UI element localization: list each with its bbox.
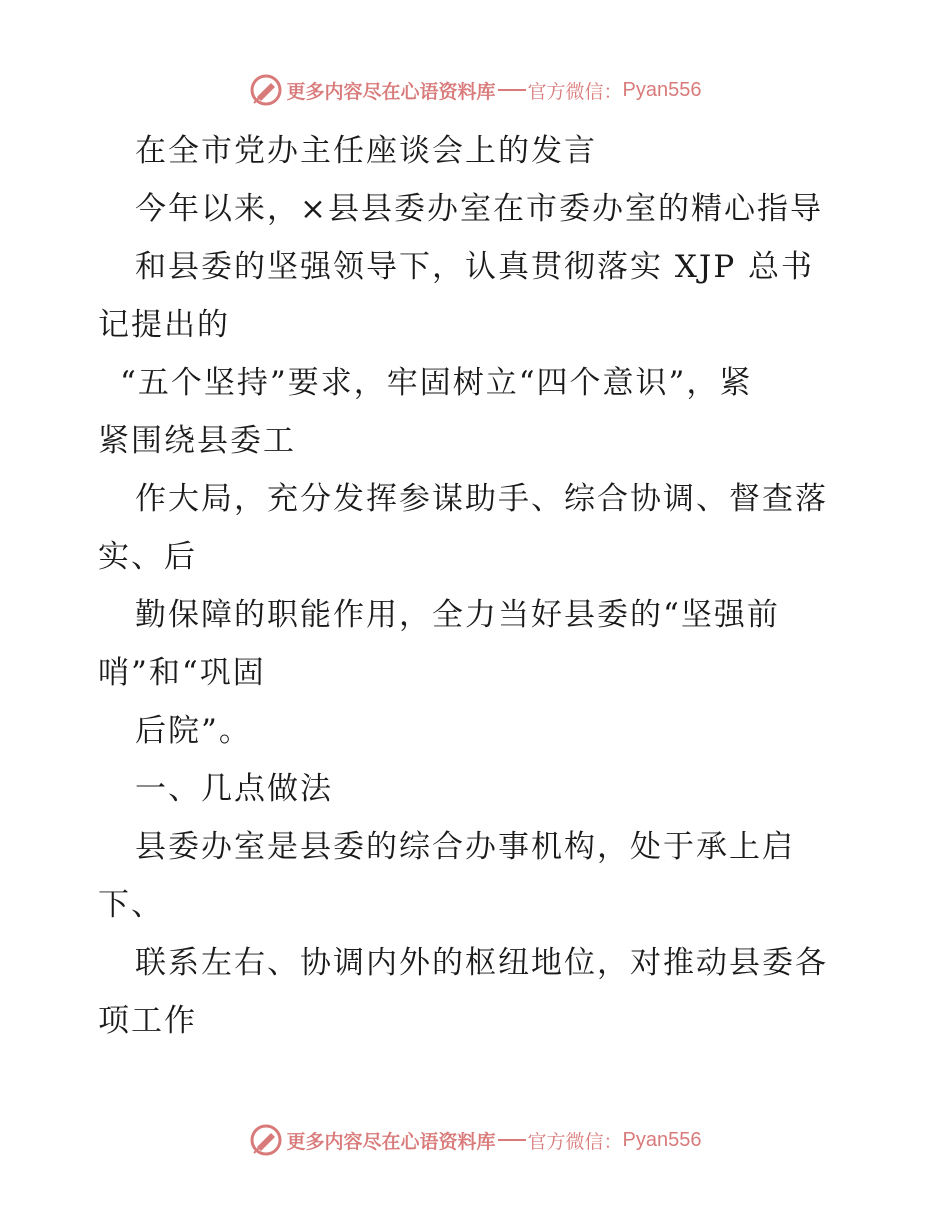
text-line: 后院”。 [135,713,252,749]
pen-logo-icon [249,1123,283,1157]
document-body [98,122,858,1050]
footer-watermark [0,1122,950,1158]
watermark-account: Pyan556 [622,1128,702,1151]
text-line: “五个坚持”要求，牢固树立“四个意识”，紧 [120,365,753,401]
text-line: 县委办室是县委的综合办事机构，处于承上启 [135,829,795,865]
watermark-brand: 更多内容尽在心语资料库 [286,80,496,103]
header-watermark [0,72,950,108]
text-line: 实、后 [98,539,197,575]
document-title: 在全市党办主任座谈会上的发言 [135,133,597,169]
watermark-sub: 官方微信： [527,1130,623,1153]
section-heading: 一、几点做法 [135,771,333,807]
text-line: 勤保障的职能作用，全力当好县委的“坚强前 [135,597,780,633]
text-line: 项工作 [98,1003,197,1039]
text-line: 联系左右、协调内外的枢纽地位，对推动县委各 [135,945,828,981]
pen-logo-icon [249,73,283,107]
watermark-account: Pyan556 [622,78,702,101]
text-line: 下、 [98,887,164,923]
watermark-group [249,73,702,107]
watermark-dash [498,1139,526,1141]
text-line: 哨”和“巩固 [98,655,266,691]
text-line: 和县委的坚强领导下，认真贯彻落实 XJP 总书 [135,249,815,285]
watermark-dash [498,89,526,91]
watermark-group [249,1123,702,1157]
text-line: 作大局，充分发挥参谋助手、综合协调、督查落 [135,481,828,517]
watermark-brand: 更多内容尽在心语资料库 [286,1130,496,1153]
watermark-sub: 官方微信： [527,80,623,103]
text-line: 今年以来，×县县委办室在市委办室的精心指导 [135,191,823,227]
text-line: 紧围绕县委工 [98,423,296,459]
text-line: 记提出的 [98,307,230,343]
